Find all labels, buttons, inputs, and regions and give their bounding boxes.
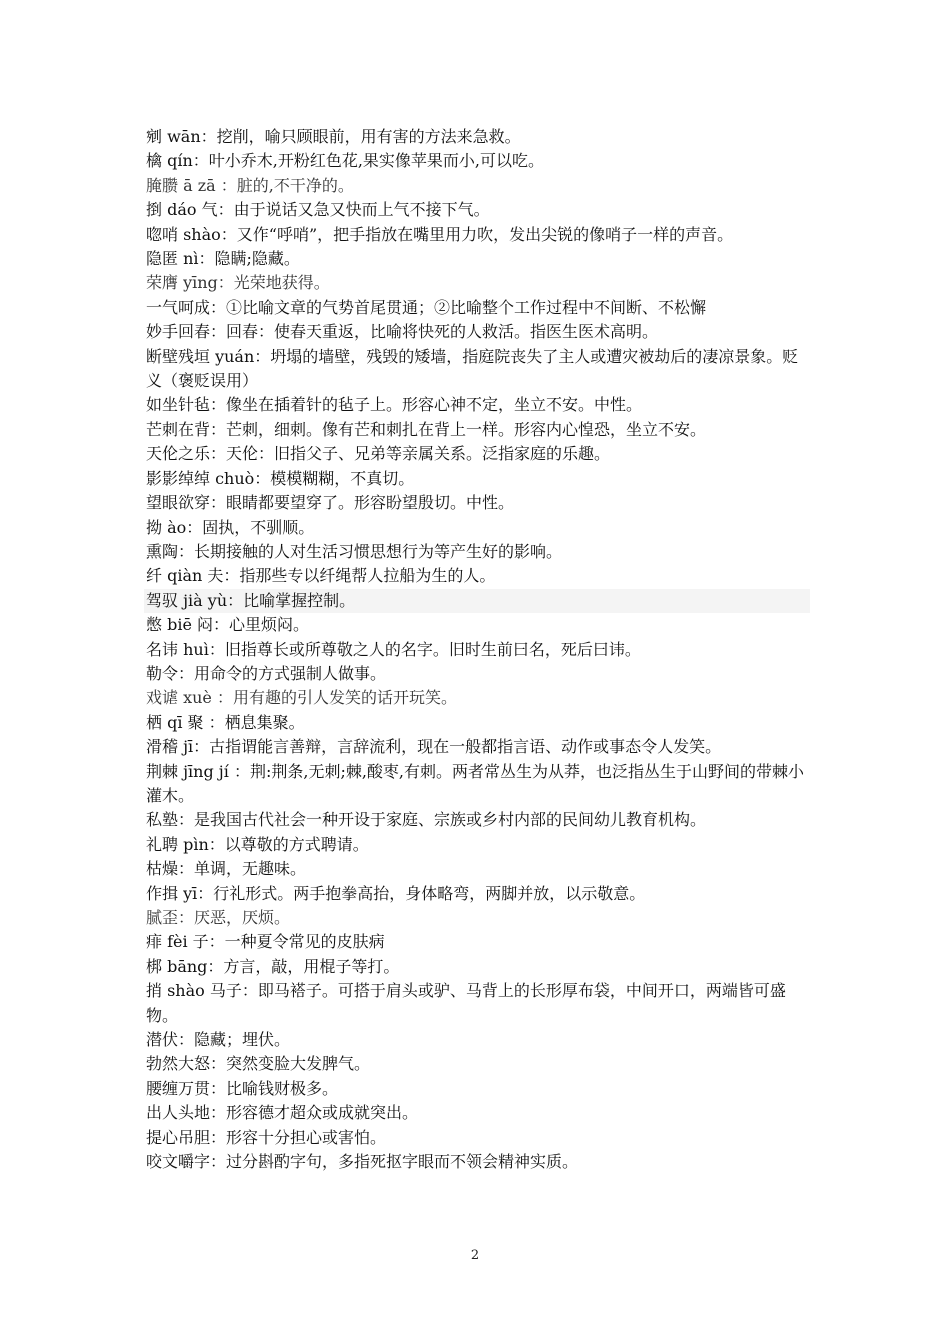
vocab-entry: 腌臜 ā zā ：脏的,不干净的。: [146, 175, 354, 195]
vocab-entry: 梆 bāng：方言，敲，用棍子等打。: [146, 956, 400, 976]
vocab-entry: 腻歪：厌恶，厌烦。: [146, 908, 291, 927]
vocab-entry: 熏陶：长期接触的人对生活习惯思想行为等产生好的影响。: [146, 541, 563, 561]
vocab-entry: 影影绰绰 chuò：模模糊糊，不真切。: [146, 468, 415, 488]
vocab-entry: 出人头地：形容德才超众或成就突出。: [146, 1103, 419, 1123]
vocab-entry: 隐匿 nì：隐瞒;隐藏。: [146, 249, 300, 269]
vocab-entry: 驾驭 jià yù：比喻掌握控制。: [144, 589, 810, 613]
vocab-entry: 断壁残垣 yuán：坍塌的墙壁，残毁的矮墙，指庭院丧失了主人或遭灾被劫后的凄凉景象。贬义（褒贬误用）: [146, 346, 799, 391]
vocab-entry: 咬文嚼字：过分斟酌字句，多指死抠字眼而不领会精神实质。: [146, 1152, 579, 1172]
vocab-entry: 滑稽 jī：古指谓能言善辩，言辞流利，现在一般都指言语、动作或事态令人发笑。: [146, 737, 722, 757]
vocab-entry: 芒刺在背：芒刺，细刺。像有芒和刺扎在背上一样。形容内心惶恐，坐立不安。: [146, 419, 707, 439]
vocab-entry: 望眼欲穿：眼睛都要望穿了。形容盼望殷切。中性。: [146, 493, 515, 513]
vocab-entry: 拗 ào：固执，不驯顺。: [146, 517, 315, 537]
vocab-entry: 戏谑 xuè ：用有趣的引人发笑的话开玩笑。: [146, 688, 457, 708]
vocab-entry: 作揖 yī：行礼形式。两手抱拳高抬，身体略弯，两脚并放，以示敬意。: [146, 883, 646, 903]
vocab-entry: 捎 shào 马子：即马褡子。可搭于肩头或驴、马背上的长形厚布袋，中间开口，两端皆可盛物。: [146, 981, 786, 1025]
vocab-entry: 妙手回春：回春：使春天重返，比喻将快死的人救活。指医生医术高明。: [146, 322, 659, 342]
vocab-entry: 腰缠万贯：比喻钱财极多。: [146, 1078, 339, 1098]
vocab-entry: 檎 qín：叶小乔木,开粉红色花,果实像苹果而小,可以吃。: [146, 151, 545, 171]
vocab-entry: 名讳 huì：旧指尊长或所尊敬之人的名字。旧时生前曰名，死后曰讳。: [146, 639, 641, 659]
vocab-entry: 勃然大怒：突然变脸大发脾气。: [146, 1054, 371, 1074]
vocab-entry: 潜伏：隐藏；埋伏。: [146, 1030, 291, 1050]
vocab-entry: 纤 qiàn 夫：指那些专以纤绳帮人拉船为生的人。: [146, 566, 496, 586]
vocab-entry: 枯燥：单调，无趣味。: [146, 859, 307, 879]
vocab-entry: 痱 fèi 子：一种夏令常见的皮肤病: [146, 932, 385, 952]
vocab-entry: 礼聘 pìn：以尊敬的方式聘请。: [146, 834, 369, 854]
vocab-entry: 勒令：用命令的方式强制人做事。: [146, 663, 387, 683]
vocab-entry: 私塾：是我国古代社会一种开设于家庭、宗族或乡村内部的民间幼儿教育机构。: [146, 810, 707, 830]
vocab-entry: 荆棘 jīng jí ：荆:荆条,无刺;棘,酸枣,有刺。两者常丛生为从莽，也泛指丛生于山野间的带棘小灌木。: [146, 761, 805, 805]
vocab-entry: 憋 biē 闷：心里烦闷。: [146, 615, 310, 635]
page-number: 2: [470, 1248, 480, 1263]
vocab-entry: 剜 wān：挖削，喻只顾眼前，用有害的方法来急救。: [146, 127, 521, 146]
vocabulary-list: [146, 125, 810, 1174]
vocab-entry: 如坐针毡：像坐在插着针的毡子上。形容心神不定，坐立不安。中性。: [146, 395, 643, 415]
vocab-entry: 一气呵成：①比喻文章的气势首尾贯通；②比喻整个工作过程中不间断、不松懈: [146, 297, 707, 317]
vocab-entry: 唿哨 shào：又作“呼哨”，把手指放在嘴里用力吹，发出尖锐的像哨子一样的声音。: [146, 224, 734, 244]
vocab-entry: 天伦之乐：天伦：旧指父子、兄弟等亲属关系。泛指家庭的乐趣。: [146, 444, 611, 464]
vocab-entry: 荣膺 yīng：光荣地获得。: [146, 273, 330, 293]
vocab-entry: 栖 qī 聚 ：栖息集聚。: [146, 712, 305, 732]
vocab-entry: 捯 dáo 气：由于说话又急又快而上气不接下气。: [146, 200, 490, 220]
vocab-entry: 提心吊胆：形容十分担心或害怕。: [146, 1127, 387, 1147]
